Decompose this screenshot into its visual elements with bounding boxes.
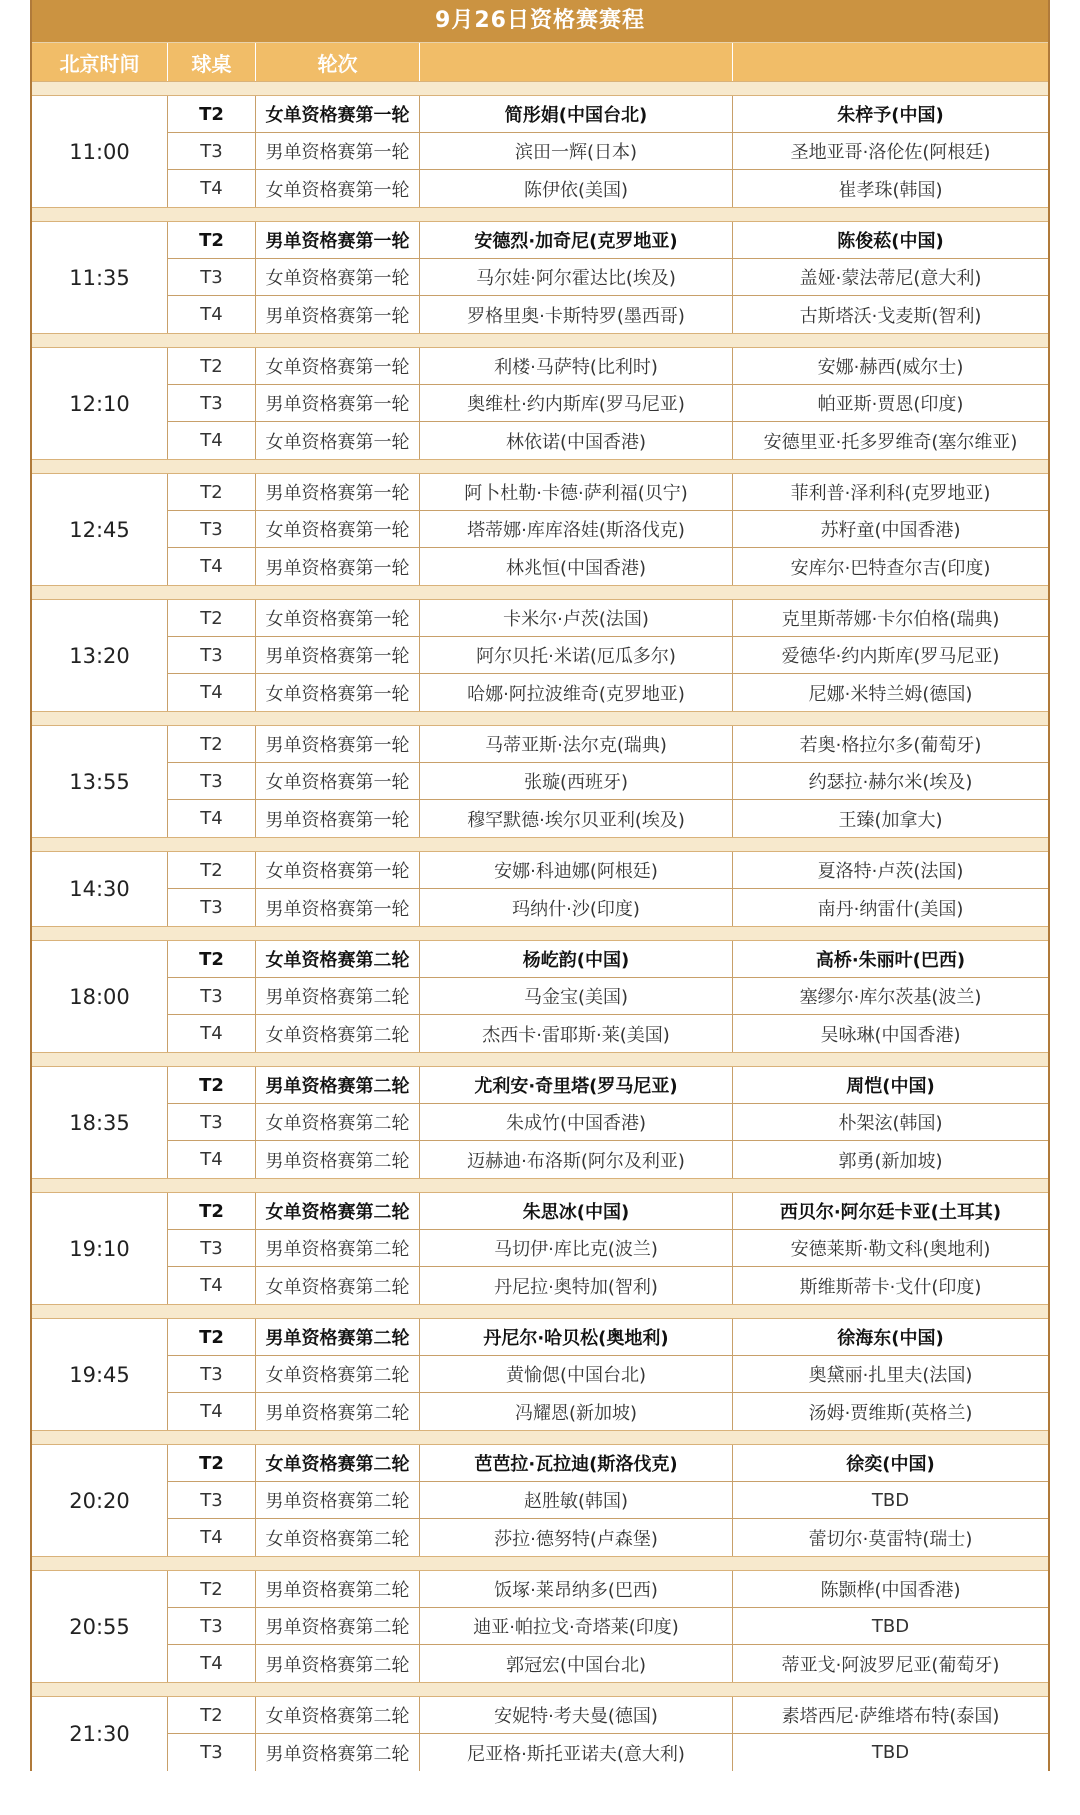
player1-cell: 芭芭拉·瓦拉迪(斯洛伐克)	[420, 1445, 733, 1481]
player1-cell: 阿卜杜勒·卡德·萨利福(贝宁)	[420, 474, 733, 510]
player1-cell: 张璇(西班牙)	[420, 763, 733, 799]
time-slot-group	[32, 474, 1048, 585]
table-row	[168, 978, 1048, 1015]
player1-cell: 陈伊依(美国)	[420, 170, 733, 207]
player2-cell: 斯维斯蒂卡·戈什(印度)	[799, 1276, 982, 1298]
time-slot: 19:10	[32, 1193, 168, 1304]
time-slot: 18:00	[32, 941, 168, 1052]
player2-cell: 陈颢桦(中国香港)	[820, 1580, 961, 1601]
player1-cell: 马蒂亚斯·法尔克(瑞典)	[420, 726, 733, 762]
player1-cell: 马尔娃·阿尔霍达比(埃及)	[420, 259, 733, 295]
player2-cell: 安德莱斯·勒文科(奥地利)	[790, 1239, 991, 1260]
table-cell: T4	[168, 422, 256, 459]
player1-cell: 滨田一辉(日本)	[420, 133, 733, 169]
time-slot: 11:35	[32, 222, 168, 333]
round-cell: 女单资格赛第二轮	[256, 1015, 420, 1052]
player2-cell: 古斯塔沃·戈麦斯(智利)	[799, 305, 982, 327]
schedule-sheet	[30, 0, 1050, 1771]
round-cell: 女单资格赛第一轮	[256, 600, 420, 636]
table-cell: T2	[168, 726, 256, 762]
round-cell: 男单资格赛第二轮	[256, 1141, 420, 1178]
player2-cell: 圣地亚哥·洛伦佐(阿根廷)	[790, 142, 991, 163]
player1-cell: 朱成竹(中国香港)	[420, 1104, 733, 1140]
round-cell: 男单资格赛第二轮	[256, 1393, 420, 1430]
match-rows	[168, 474, 1048, 585]
table-row	[168, 1230, 1048, 1267]
table-row	[168, 222, 1048, 259]
player1-cell: 林依诺(中国香港)	[420, 422, 733, 459]
table-cell: T4	[168, 1393, 256, 1430]
round-cell: 女单资格赛第一轮	[256, 674, 420, 711]
table-cell: T4	[168, 296, 256, 333]
round-cell: 男单资格赛第二轮	[256, 1645, 420, 1682]
match-rows	[168, 1319, 1048, 1430]
round-cell: 女单资格赛第二轮	[256, 1267, 420, 1304]
player2-cell: TBD	[871, 1489, 910, 1511]
player2-cell: 徐海东(中国)	[837, 1328, 944, 1349]
table-cell: T4	[168, 1519, 256, 1556]
header-time: 北京时间	[32, 43, 168, 81]
table-cell: T3	[168, 889, 256, 926]
player2-cell: 徐奕(中国)	[846, 1454, 935, 1475]
table-cell: T2	[168, 1319, 256, 1355]
table-row	[168, 1015, 1048, 1052]
table-cell: T3	[168, 385, 256, 421]
table-row	[168, 852, 1048, 889]
table-row	[168, 511, 1048, 548]
group-separator	[32, 459, 1048, 474]
table-cell: T2	[168, 96, 256, 132]
time-slot-group	[32, 1067, 1048, 1178]
match-rows	[168, 1697, 1048, 1771]
player2-cell: TBD	[871, 1615, 910, 1637]
round-cell: 男单资格赛第二轮	[256, 1571, 420, 1607]
player2-cell: TBD	[871, 1742, 910, 1763]
table-cell: T3	[168, 511, 256, 547]
table-cell: T2	[168, 600, 256, 636]
match-rows	[168, 348, 1048, 459]
table-row	[168, 1141, 1048, 1178]
round-cell: 男单资格赛第二轮	[256, 1482, 420, 1518]
player2-cell: 菲利普·泽利科(克罗地亚)	[790, 483, 991, 504]
match-rows	[168, 96, 1048, 207]
table-cell: T2	[168, 222, 256, 258]
match-rows	[168, 222, 1048, 333]
player2-cell: 盖娅·蒙法蒂尼(意大利)	[799, 268, 982, 289]
player2-cell: 奥黛丽·扎里夫(法国)	[808, 1365, 973, 1386]
table-row	[168, 1104, 1048, 1141]
group-separator	[32, 585, 1048, 600]
player2-cell: 安娜·赫西(威尔士)	[817, 357, 964, 378]
player2-cell: 郭勇(新加坡)	[838, 1150, 943, 1172]
player2-cell: 吴咏琳(中国香港)	[820, 1024, 961, 1046]
table-cell: T3	[168, 259, 256, 295]
group-separator	[32, 1556, 1048, 1571]
round-cell: 女单资格赛第一轮	[256, 96, 420, 132]
player1-cell: 安德烈·加奇尼(克罗地亚)	[420, 222, 733, 258]
player1-cell: 杰西卡·雷耶斯·莱(美国)	[420, 1015, 733, 1052]
table-cell: T3	[168, 133, 256, 169]
time-slot-group	[32, 348, 1048, 459]
round-cell: 男单资格赛第一轮	[256, 133, 420, 169]
table-row	[168, 1393, 1048, 1430]
table-row	[168, 170, 1048, 207]
time-slot: 14:30	[32, 852, 168, 926]
match-rows	[168, 1445, 1048, 1556]
table-cell: T3	[168, 1230, 256, 1266]
time-slot-group	[32, 1571, 1048, 1682]
time-slot-group	[32, 222, 1048, 333]
time-slot-group	[32, 1445, 1048, 1556]
group-separator	[32, 1178, 1048, 1193]
round-cell: 女单资格赛第一轮	[256, 511, 420, 547]
time-slot: 12:10	[32, 348, 168, 459]
table-row	[168, 1267, 1048, 1304]
page-title: 9月26日资格赛赛程	[32, 0, 1048, 42]
table-cell: T2	[168, 1571, 256, 1607]
round-cell: 女单资格赛第二轮	[256, 1445, 420, 1481]
player2-cell: 安德里亚·托多罗维奇(塞尔维亚)	[763, 431, 1018, 453]
round-cell: 女单资格赛第二轮	[256, 941, 420, 977]
round-cell: 男单资格赛第二轮	[256, 978, 420, 1014]
player1-cell: 玛纳什·沙(印度)	[420, 889, 733, 926]
table-cell: T4	[168, 1141, 256, 1178]
table-cell: T2	[168, 852, 256, 888]
group-separator	[32, 207, 1048, 222]
player1-cell: 迈赫迪·布洛斯(阿尔及利亚)	[420, 1141, 733, 1178]
table-cell: T2	[168, 474, 256, 510]
player1-cell: 安娜·科迪娜(阿根廷)	[420, 852, 733, 888]
time-slot: 20:55	[32, 1571, 168, 1682]
player2-cell: 朱梓予(中国)	[837, 105, 944, 126]
table-cell: T2	[168, 1697, 256, 1733]
player1-cell: 安妮特·考夫曼(德国)	[420, 1697, 733, 1733]
player1-cell: 冯耀恩(新加坡)	[420, 1393, 733, 1430]
table-cell: T2	[168, 348, 256, 384]
group-separator	[32, 711, 1048, 726]
group-separator	[32, 926, 1048, 941]
player2-cell: 安库尔·巴特查尔吉(印度)	[790, 557, 991, 579]
table-header	[32, 42, 1048, 81]
player2-cell: 帕亚斯·贾恩(印度)	[817, 394, 964, 415]
table-cell: T3	[168, 1104, 256, 1140]
table-row	[168, 600, 1048, 637]
table-row	[168, 889, 1048, 926]
group-separator	[32, 81, 1048, 96]
group-separator	[32, 837, 1048, 852]
time-slot-group	[32, 1319, 1048, 1430]
time-slot: 21:30	[32, 1697, 168, 1771]
round-cell: 女单资格赛第二轮	[256, 1697, 420, 1733]
player2-cell: 蒂亚戈·阿波罗尼亚(葡萄牙)	[781, 1654, 1000, 1676]
table-cell: T4	[168, 548, 256, 585]
player1-cell: 利楼·马萨特(比利时)	[420, 348, 733, 384]
player2-cell: 汤姆·贾维斯(英格兰)	[808, 1402, 973, 1424]
player2-cell: 蕾切尔·莫雷特(瑞士)	[808, 1528, 973, 1550]
player2-cell: 西贝尔·阿尔廷卡亚(土耳其)	[779, 1202, 1002, 1223]
time-slot: 13:20	[32, 600, 168, 711]
time-slot-group	[32, 941, 1048, 1052]
player2-cell: 约瑟拉·赫尔米(埃及)	[808, 772, 973, 793]
table-row	[168, 1356, 1048, 1393]
player1-cell: 林兆恒(中国香港)	[420, 548, 733, 585]
schedule-body	[32, 81, 1048, 1771]
table-row	[168, 422, 1048, 459]
round-cell: 女单资格赛第一轮	[256, 763, 420, 799]
round-cell: 女单资格赛第一轮	[256, 348, 420, 384]
table-row	[168, 1445, 1048, 1482]
table-cell: T3	[168, 1734, 256, 1771]
table-row	[168, 1519, 1048, 1556]
table-cell: T3	[168, 763, 256, 799]
player1-cell: 塔蒂娜·库库洛娃(斯洛伐克)	[420, 511, 733, 547]
table-cell: T4	[168, 170, 256, 207]
player2-cell: 周恺(中国)	[846, 1076, 935, 1097]
table-cell: T3	[168, 1482, 256, 1518]
player1-cell: 哈娜·阿拉波维奇(克罗地亚)	[420, 674, 733, 711]
player1-cell: 尤利安·奇里塔(罗马尼亚)	[420, 1067, 733, 1103]
round-cell: 男单资格赛第一轮	[256, 385, 420, 421]
time-slot-group	[32, 96, 1048, 207]
round-cell: 女单资格赛第二轮	[256, 1193, 420, 1229]
player1-cell: 马切伊·库比克(波兰)	[420, 1230, 733, 1266]
round-cell: 男单资格赛第一轮	[256, 637, 420, 673]
match-rows	[168, 1067, 1048, 1178]
player2-cell: 夏洛特·卢茨(法国)	[817, 861, 964, 882]
player1-cell: 奥维杜·约内斯库(罗马尼亚)	[420, 385, 733, 421]
player1-cell: 尼亚格·斯托亚诺夫(意大利)	[420, 1734, 733, 1771]
player1-cell: 马金宝(美国)	[420, 978, 733, 1014]
round-cell: 男单资格赛第一轮	[256, 222, 420, 258]
table-row	[168, 1608, 1048, 1645]
table-cell: T2	[168, 1445, 256, 1481]
time-slot-group	[32, 1193, 1048, 1304]
table-row	[168, 296, 1048, 333]
table-row	[168, 1734, 1048, 1771]
time-slot: 12:45	[32, 474, 168, 585]
table-row	[168, 385, 1048, 422]
round-cell: 男单资格赛第一轮	[256, 800, 420, 837]
match-rows	[168, 600, 1048, 711]
table-cell: T4	[168, 1267, 256, 1304]
table-row	[168, 1319, 1048, 1356]
player2-cell: 高桥·朱丽叶(巴西)	[815, 950, 966, 971]
table-cell: T2	[168, 941, 256, 977]
round-cell: 女单资格赛第一轮	[256, 170, 420, 207]
table-row	[168, 941, 1048, 978]
player2-cell: 南丹·纳雷什(美国)	[817, 898, 964, 920]
round-cell: 女单资格赛第一轮	[256, 422, 420, 459]
player1-cell: 朱思冰(中国)	[420, 1193, 733, 1229]
table-cell: T4	[168, 800, 256, 837]
round-cell: 女单资格赛第一轮	[256, 259, 420, 295]
match-rows	[168, 852, 1048, 926]
header-table: 球桌	[168, 43, 256, 81]
time-slot-group	[32, 852, 1048, 926]
time-slot-group	[32, 1697, 1048, 1771]
table-row	[168, 1697, 1048, 1734]
player1-cell: 黄愉偲(中国台北)	[420, 1356, 733, 1392]
player2-cell: 苏籽童(中国香港)	[820, 520, 961, 541]
round-cell: 男单资格赛第一轮	[256, 726, 420, 762]
player2-cell: 朴架泫(韩国)	[838, 1113, 943, 1134]
time-slot-group	[32, 726, 1048, 837]
player1-cell: 卡米尔·卢茨(法国)	[420, 600, 733, 636]
player2-cell: 若奥·格拉尔多(葡萄牙)	[799, 735, 982, 756]
table-cell: T4	[168, 1645, 256, 1682]
round-cell: 男单资格赛第二轮	[256, 1230, 420, 1266]
table-cell: T4	[168, 674, 256, 711]
player1-cell: 迪亚·帕拉戈·奇塔莱(印度)	[420, 1608, 733, 1644]
player2-cell: 克里斯蒂娜·卡尔伯格(瑞典)	[781, 609, 1000, 630]
table-cell: T2	[168, 1193, 256, 1229]
player1-cell: 郭冠宏(中国台北)	[420, 1645, 733, 1682]
player2-cell: 陈俊菘(中国)	[837, 231, 944, 252]
player2-cell: 爱德华·约内斯库(罗马尼亚)	[781, 646, 1000, 667]
player1-cell: 穆罕默德·埃尔贝亚利(埃及)	[420, 800, 733, 837]
table-row	[168, 674, 1048, 711]
table-row	[168, 763, 1048, 800]
player1-cell: 杨屹韵(中国)	[420, 941, 733, 977]
round-cell: 男单资格赛第二轮	[256, 1067, 420, 1103]
match-rows	[168, 1193, 1048, 1304]
group-separator	[32, 1682, 1048, 1697]
round-cell: 女单资格赛第二轮	[256, 1104, 420, 1140]
round-cell: 女单资格赛第二轮	[256, 1356, 420, 1392]
round-cell: 男单资格赛第一轮	[256, 296, 420, 333]
time-slot-group	[32, 600, 1048, 711]
player2-cell: 王臻(加拿大)	[838, 809, 943, 831]
table-row	[168, 726, 1048, 763]
table-row	[168, 474, 1048, 511]
player1-cell: 丹尼拉·奥特加(智利)	[420, 1267, 733, 1304]
table-cell: T3	[168, 978, 256, 1014]
table-row	[168, 548, 1048, 585]
table-row	[168, 133, 1048, 170]
player2-cell: 尼娜·米特兰姆(德国)	[808, 683, 973, 705]
round-cell: 男单资格赛第一轮	[256, 474, 420, 510]
table-row	[168, 1067, 1048, 1104]
round-cell: 男单资格赛第二轮	[256, 1608, 420, 1644]
round-cell: 男单资格赛第一轮	[256, 889, 420, 926]
table-row	[168, 1193, 1048, 1230]
player1-cell: 莎拉·德努特(卢森堡)	[420, 1519, 733, 1556]
table-cell: T3	[168, 1608, 256, 1644]
header-round: 轮次	[256, 43, 420, 81]
round-cell: 男单资格赛第二轮	[256, 1734, 420, 1771]
match-rows	[168, 1571, 1048, 1682]
match-rows	[168, 941, 1048, 1052]
table-row	[168, 348, 1048, 385]
table-row	[168, 259, 1048, 296]
player1-cell: 阿尔贝托·米诺(厄瓜多尔)	[420, 637, 733, 673]
table-cell: T3	[168, 1356, 256, 1392]
player2-cell: 崔孝珠(韩国)	[838, 179, 943, 201]
table-row	[168, 637, 1048, 674]
group-separator	[32, 1304, 1048, 1319]
player2-cell: 素塔西尼·萨维塔布特(泰国)	[781, 1706, 1000, 1727]
round-cell: 男单资格赛第一轮	[256, 548, 420, 585]
time-slot: 11:00	[32, 96, 168, 207]
table-row	[168, 96, 1048, 133]
table-row	[168, 1482, 1048, 1519]
table-cell: T4	[168, 1015, 256, 1052]
player1-cell: 丹尼尔·哈贝松(奥地利)	[420, 1319, 733, 1355]
player1-cell: 罗格里奥·卡斯特罗(墨西哥)	[420, 296, 733, 333]
group-separator	[32, 1430, 1048, 1445]
time-slot: 20:20	[32, 1445, 168, 1556]
header-player1	[420, 43, 733, 81]
round-cell: 女单资格赛第二轮	[256, 1519, 420, 1556]
group-separator	[32, 1052, 1048, 1067]
table-row	[168, 1571, 1048, 1608]
time-slot: 19:45	[32, 1319, 168, 1430]
player1-cell: 饭塚·莱昂纳多(巴西)	[420, 1571, 733, 1607]
table-row	[168, 800, 1048, 837]
table-cell: T2	[168, 1067, 256, 1103]
player1-cell: 简彤娟(中国台北)	[420, 96, 733, 132]
time-slot: 18:35	[32, 1067, 168, 1178]
time-slot: 13:55	[32, 726, 168, 837]
player2-cell: 塞缪尔·库尔茨基(波兰)	[799, 987, 982, 1008]
player1-cell: 赵胜敏(韩国)	[420, 1482, 733, 1518]
match-rows	[168, 726, 1048, 837]
table-cell: T3	[168, 637, 256, 673]
header-player2	[733, 43, 1048, 81]
round-cell: 女单资格赛第一轮	[256, 852, 420, 888]
group-separator	[32, 333, 1048, 348]
round-cell: 男单资格赛第二轮	[256, 1319, 420, 1355]
table-row	[168, 1645, 1048, 1682]
